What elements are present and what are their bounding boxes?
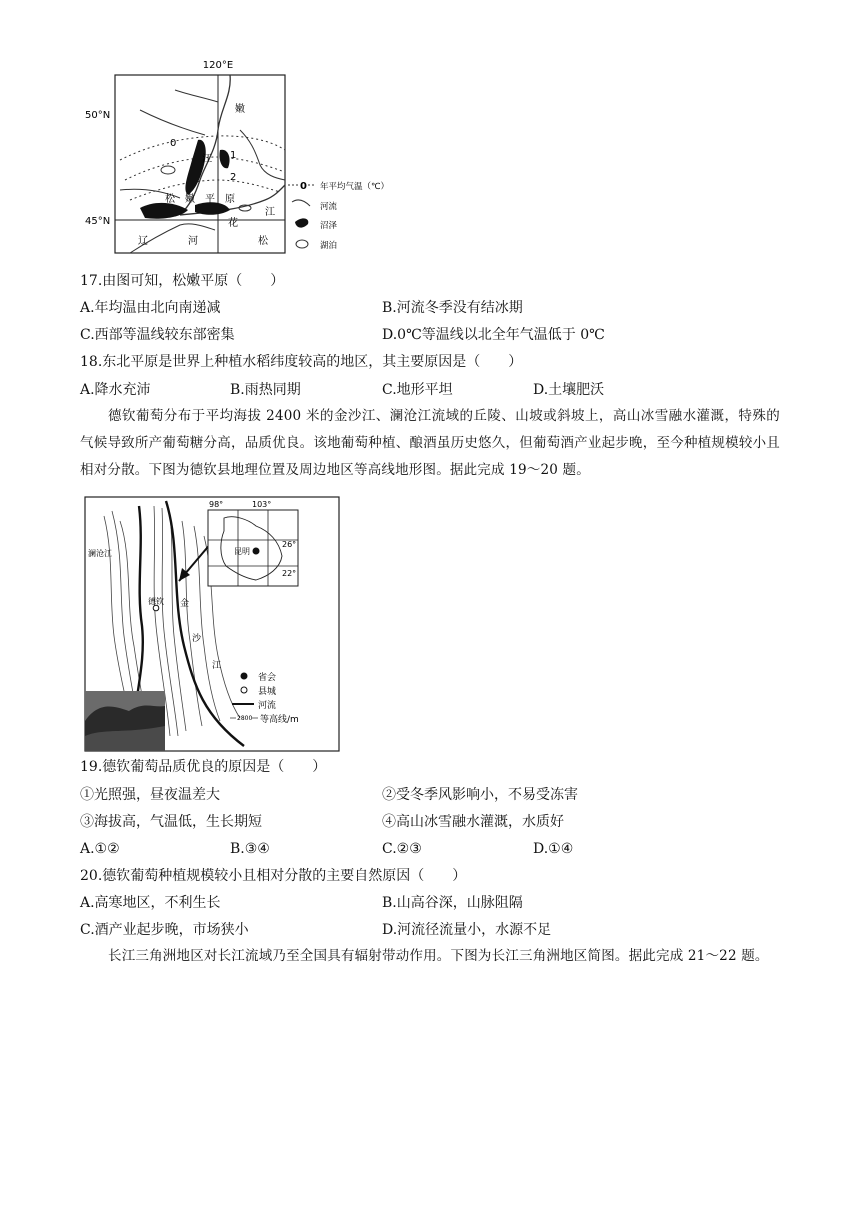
question-20-option-d[interactable]: D.河流径流量小，水源不足: [382, 922, 552, 938]
map1-place-label: 花: [228, 218, 238, 229]
map2-river-label: 江: [212, 661, 222, 671]
map1-place-label: 河: [188, 236, 198, 247]
question-17-option-b[interactable]: B.河流冬季没有结冰期: [382, 300, 523, 316]
map2-river-lancang-label: [88, 548, 112, 558]
inset-city-label: 昆明: [234, 547, 250, 556]
inset-lon-label: 98°: [209, 500, 224, 509]
question-19-option-b[interactable]: B.③④: [230, 841, 270, 857]
question-19-statement-1: ①光照强，昼夜温差大: [80, 787, 220, 803]
map1-river-trib1: [175, 90, 218, 102]
map1-place-label: 嫩: [185, 194, 195, 205]
legend-river-symbol: [292, 200, 310, 206]
inset-lat-label: 22°: [282, 569, 297, 578]
map1-river-trib2: [140, 110, 205, 135]
question-20-option-a[interactable]: A.高寒地区，不利生长: [80, 895, 221, 911]
map1-swamp: [185, 140, 205, 195]
map1-lon-label: 120°E: [202, 60, 234, 71]
question-20-option-b[interactable]: B.山高谷深，山脉阻隔: [382, 895, 523, 911]
map2-place-deqin: 德钦: [148, 597, 164, 606]
passage-deqin-grapes: 德钦葡萄分布于平均海拔 2400 米的金沙江、澜沧江流域的丘陵、山坡或斜坡上，高山冰雪融水灌溉，特殊的气候导致所产葡萄糖分高，品质优良。该地葡萄种植、酿酒虽历史悠久，但葡萄酒产业起步晚，至今种植规模较小且相对分散。下图为德钦县地理位置及周边地区等高线地形图。据此完成 19～20 题。: [80, 408, 780, 478]
songnen-plain-map: [80, 40, 400, 265]
legend-isotherm-label: 年平均气温（℃）: [320, 182, 390, 192]
map1-place-label: 江: [202, 154, 212, 165]
map1-place-label: 松: [258, 236, 268, 247]
map1-place-label: 辽: [138, 236, 148, 247]
map1-isotherm-2-label: 2: [230, 172, 237, 183]
question-19-statement-2: ②受冬季风影响小，不易受冻害: [382, 787, 578, 803]
legend-contour-label: 等高线/m: [260, 715, 299, 725]
map2-river-label: 沙: [192, 634, 202, 644]
legend-county-icon: [241, 687, 247, 693]
question-20-stem: 20.德钦葡萄种植规模较小且相对分散的主要自然原因（ ）: [80, 868, 467, 884]
question-18-option-a[interactable]: A.降水充沛: [80, 382, 151, 398]
question-18-option-c[interactable]: C.地形平坦: [382, 382, 453, 398]
map1-place-label: 原: [225, 194, 235, 205]
map1-lat-bottom: 45°N: [85, 216, 111, 227]
map2-river-label: 金: [180, 599, 190, 609]
legend-isotherm-value: 0: [300, 181, 307, 192]
question-19-option-a[interactable]: A.①②: [80, 841, 120, 857]
legend-river-label: 河流: [258, 701, 277, 711]
passage-yangtze-delta: 长江三角洲地区对长江流域乃至全国具有辐射带动作用。下图为长江三角洲地区简图。据此完成 21～22 题。: [108, 948, 769, 964]
question-17-option-c[interactable]: C.西部等温线较东部密集: [80, 327, 235, 343]
question-18-option-d[interactable]: D.土壤肥沃: [533, 382, 605, 398]
legend-county-label: 县城: [258, 687, 277, 697]
inset-lat-label: 26°: [282, 540, 297, 549]
question-18-stem: 18.东北平原是世界上种植水稻纬度较高的地区，其主要原因是（ ）: [80, 354, 523, 370]
question-17-option-a[interactable]: A.年均温由北向南递减: [80, 300, 221, 316]
question-19-statement-4: ④高山冰雪融水灌溉，水质好: [382, 814, 564, 830]
map1-legend: [288, 181, 389, 251]
question-17-option-d[interactable]: D.0℃等温线以北全年气温低于 0℃: [382, 327, 605, 343]
map1-swamp: [140, 203, 188, 219]
map1-lat-top: 50°N: [85, 110, 111, 121]
legend-lake-label: 湖泊: [320, 241, 338, 251]
lancang-text: 澜沧江: [88, 549, 112, 558]
inset-lon-label: 103°: [252, 500, 272, 509]
legend-capital-icon: [241, 673, 248, 680]
legend-river-label: 河流: [320, 202, 338, 212]
legend-lake-symbol: [296, 240, 308, 248]
legend-capital-label: 省会: [258, 673, 277, 683]
legend-swamp-label: 沼泽: [320, 221, 338, 231]
map1-place-label: 江: [265, 207, 275, 218]
question-19-option-d[interactable]: D.①④: [533, 841, 574, 857]
map1-place-label: 松: [165, 194, 175, 205]
question-20-option-c[interactable]: C.酒产业起步晚，市场狭小: [80, 922, 249, 938]
map1-lake: [161, 166, 175, 174]
map2-landscape-photo: [85, 691, 165, 751]
map1-isotherm-0-label: 0: [170, 138, 177, 149]
question-19-option-c[interactable]: C.②③: [382, 841, 422, 857]
kunming-capital-icon: [253, 548, 260, 555]
deqin-contour-map: [84, 496, 340, 752]
map1-swamp: [219, 150, 229, 169]
question-18-option-b[interactable]: B.雨热同期: [230, 382, 301, 398]
map1-place-label: 平: [205, 194, 215, 205]
question-19-statement-3: ③海拔高，气温低，生长期短: [80, 814, 262, 830]
question-17-stem: 17.由图可知，松嫩平原（ ）: [80, 273, 285, 289]
map1-place-label: 嫩: [235, 104, 245, 115]
legend-contour-value: 2800: [237, 715, 253, 722]
question-19-stem: 19.德钦葡萄品质优良的原因是（ ）: [80, 759, 327, 775]
legend-swamp-symbol: [295, 218, 308, 227]
map1-isotherm-1-label: 1: [230, 150, 237, 161]
deqin-county-icon: [153, 605, 159, 611]
